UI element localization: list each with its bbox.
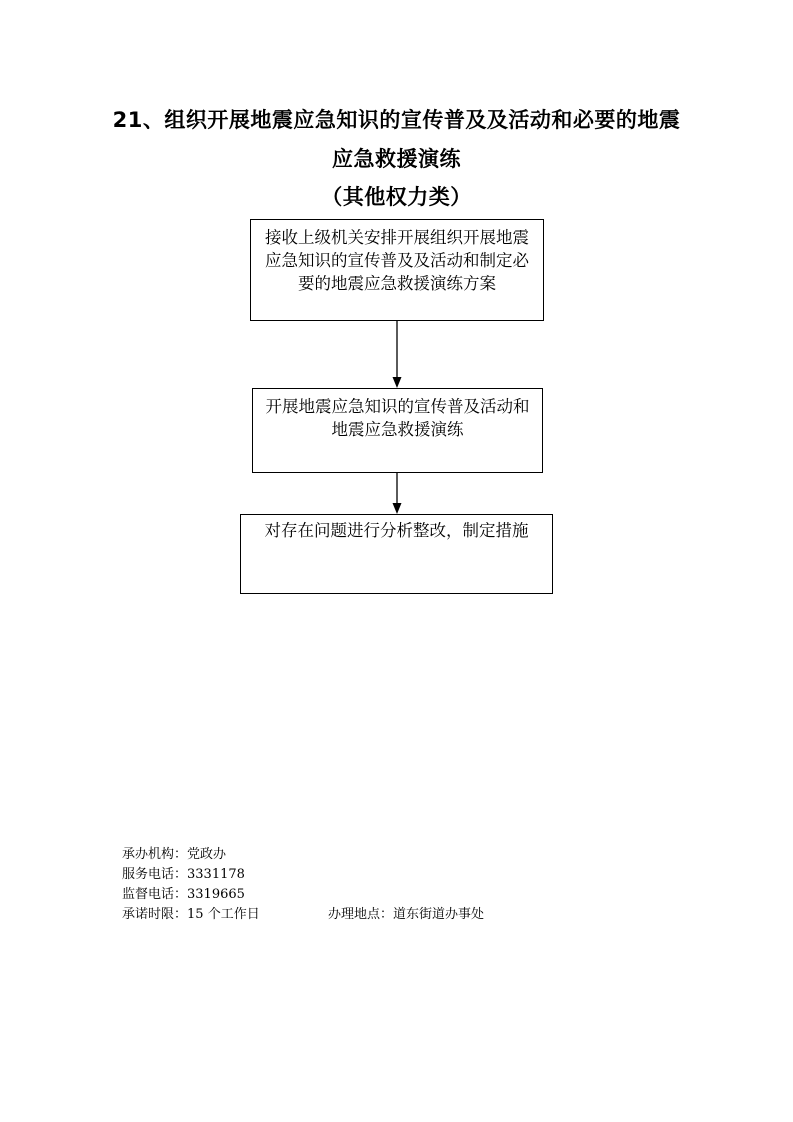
organization-value: 党政办 (187, 847, 227, 862)
footer-supervision-phone (122, 886, 245, 904)
flow-step-2-box (252, 388, 543, 473)
service-phone-label: 服务电话： (122, 867, 188, 882)
footer-location (328, 906, 484, 924)
category-subtitle: （其他权力类） (321, 185, 472, 209)
down-arrow-icon (391, 321, 403, 389)
service-phone-value: 3331178 (187, 867, 245, 882)
flow-step-3-text: 对存在问题进行分析整改，制定措施 (264, 521, 529, 540)
location-label: 办理地点： (328, 907, 394, 922)
organization-label: 承办机构： (122, 847, 188, 862)
supervision-phone-value: 3319665 (187, 887, 245, 902)
page-title: 21、组织开展地震应急知识的宣传普及及活动和必要的地震 (112, 108, 681, 132)
footer-organization (122, 846, 226, 864)
page-title-continued: 应急救援演练 (332, 147, 461, 171)
time-limit-value: 15 个工作日 (187, 907, 260, 922)
time-limit-label: 承诺时限： (122, 907, 188, 922)
flow-step-1-box (250, 219, 544, 321)
flow-step-2-text: 开展地震应急知识的宣传普及活动和地震应急救援演练 (265, 397, 530, 439)
footer-service-phone (122, 866, 245, 884)
flow-step-3-box (240, 514, 553, 594)
supervision-phone-label: 监督电话： (122, 887, 188, 902)
flow-step-1-text: 接收上级机关安排开展组织开展地震应急知识的宣传普及及活动和制定必要的地震应急救援演练方案 (265, 228, 529, 293)
footer-time-limit (122, 906, 260, 924)
down-arrow-icon (391, 473, 403, 515)
location-value: 道东街道办事处 (393, 907, 485, 922)
